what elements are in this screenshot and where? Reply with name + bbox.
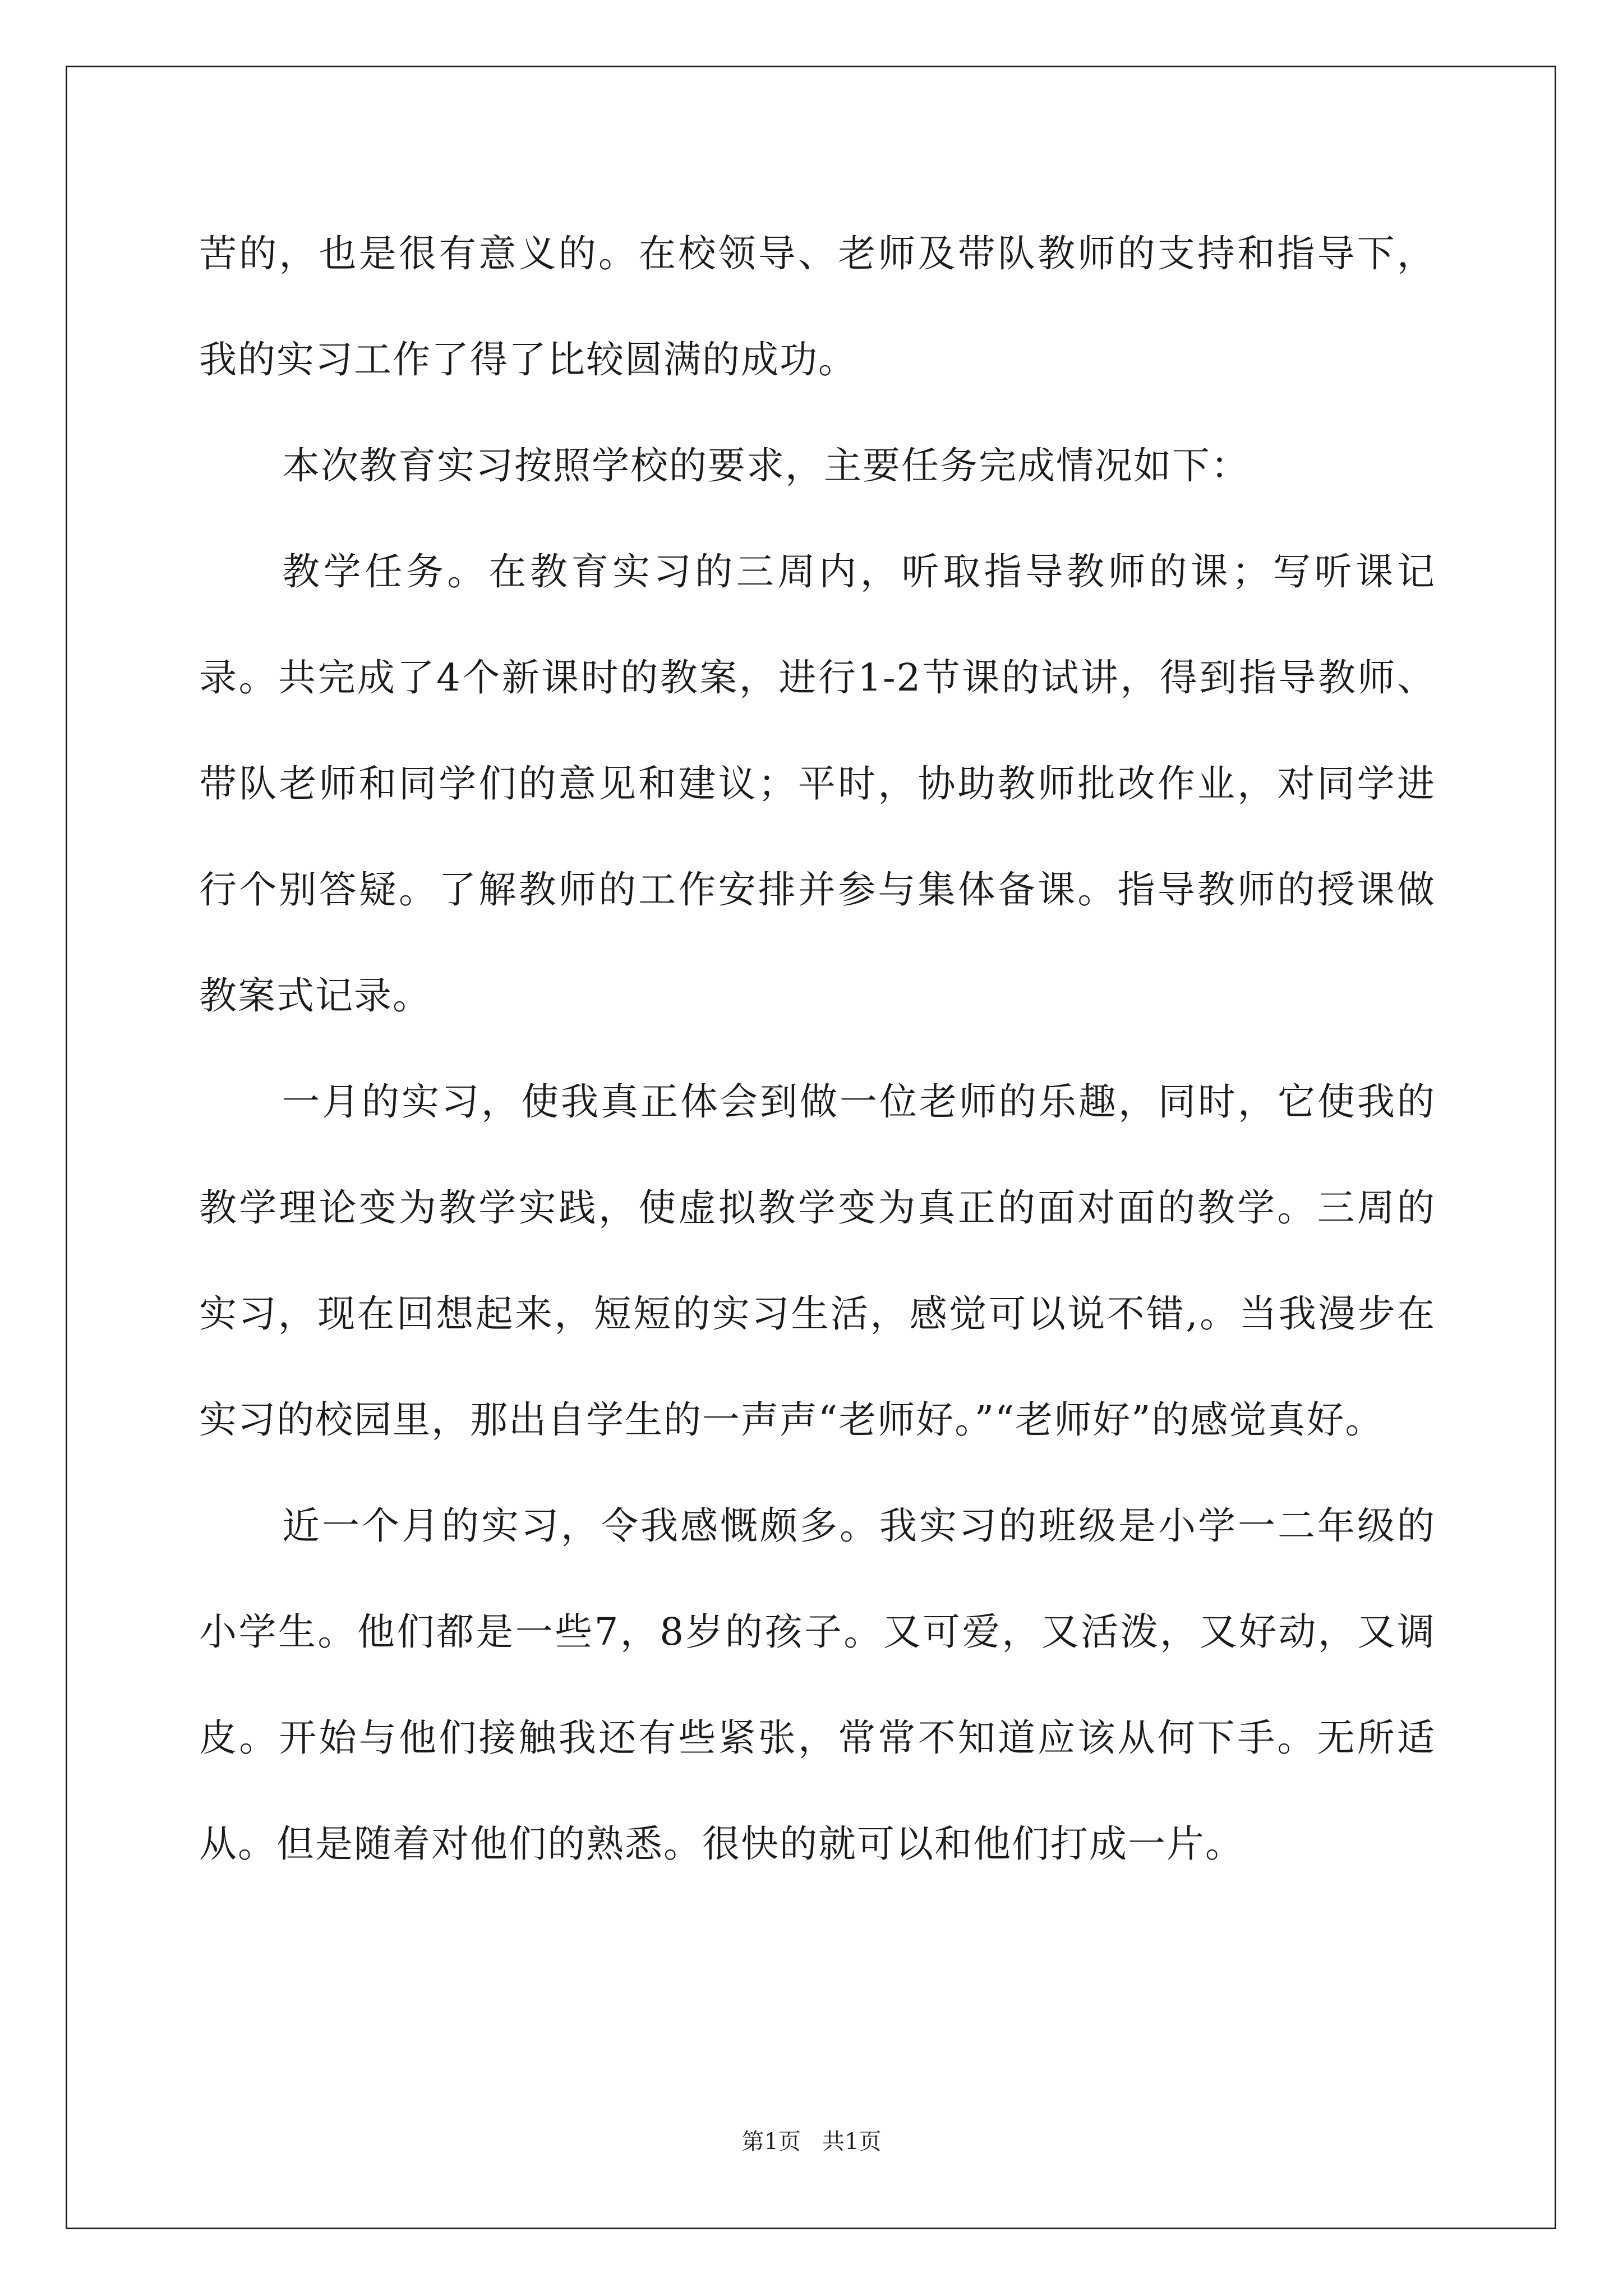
paragraph-1: 苦的，也是很有意义的。在校领导、老师及带队教师的支持和指导下，我的实习工作了得了比较圆满的成功。 [199,232,1436,381]
paragraph-3: 教学任务。在教育实习的三周内，听取指导教师的课；写听课记录。共完成了4个新课时的教案，进行1-2节课的试讲，得到指导教师、带队老师和同学们的意见和建议；平时，协助教师批改作业，对同学进行个别答疑。了解教师的工作安排并参与集体备课。指导教师的授课做教案式记录。 [199,550,1436,1018]
paragraph-2: 本次教育实习按照学校的要求，主要任务完成情况如下： [282,444,1249,487]
document-body [199,201,1436,1897]
paragraph-5: 近一个月的实习，令我感慨颇多。我实习的班级是小学一二年级的小学生。他们都是一些7，8岁的孩子。又可爱，又活泼，又好动，又调皮。开始与他们接触我还有些紧张，常常不知道应该从何下手。无所适从。但是随着对他们的熟悉。很快的就可以和他们打成一片。 [199,1504,1436,1866]
page-footer: 第1页 共1页 [741,2129,882,2155]
paragraph-4: 一月的实习，使我真正体会到做一位老师的乐趣，同时，它使我的教学理论变为教学实践，使虚拟教学变为真正的面对面的教学。三周的实习，现在回想起来，短短的实习生活，感觉可以说不错,。当我漫步在实习的校园里，那出自学生的一声声“老师好。”“老师好”的感觉真好。 [199,1080,1436,1442]
